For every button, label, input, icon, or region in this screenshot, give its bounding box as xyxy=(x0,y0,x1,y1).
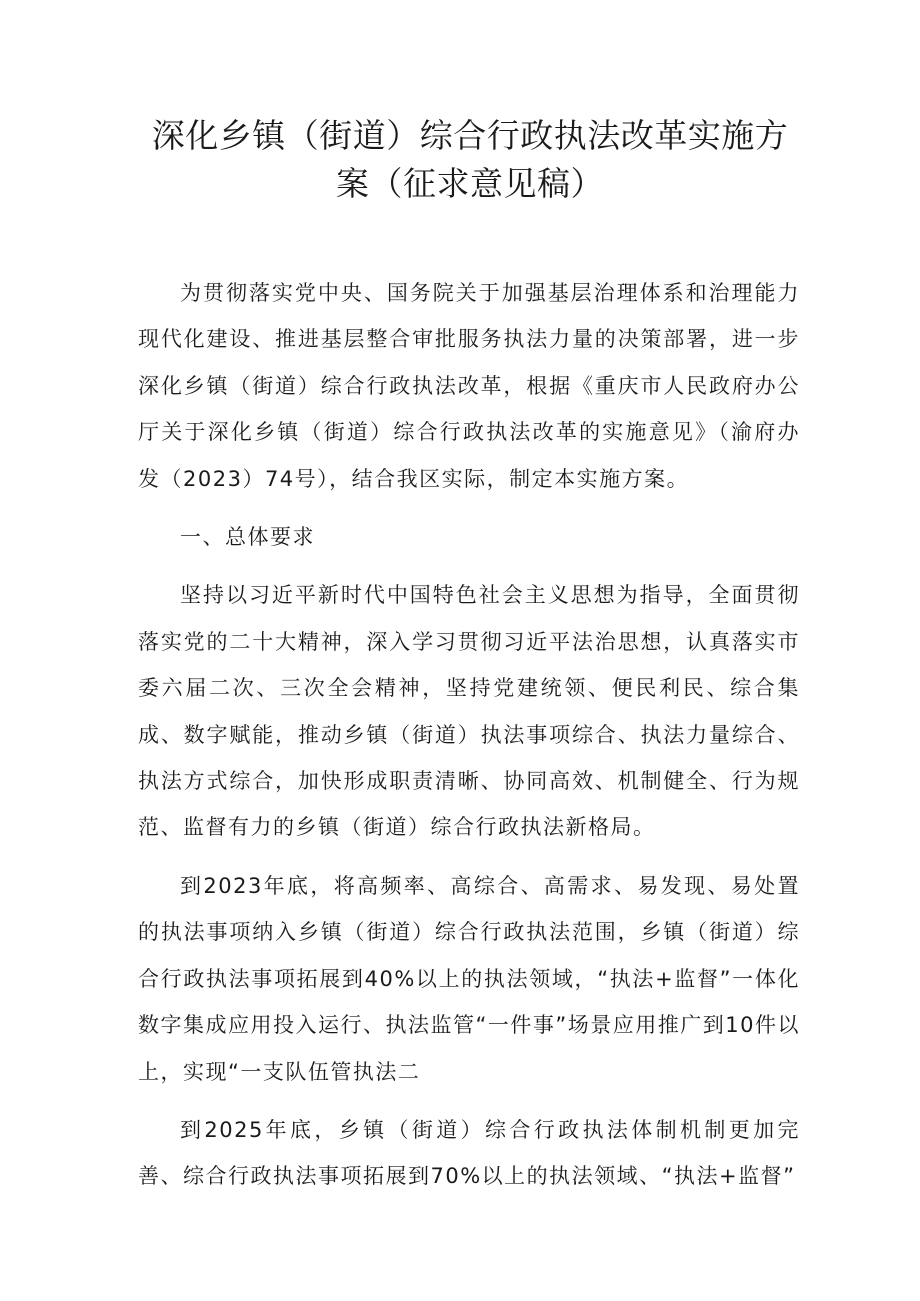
section-heading-general-requirements: 一、总体要求 xyxy=(180,525,315,550)
goal-2023-paragraph: 到2023年底，将高频率、高综合、高需求、易发现、易处置的执法事项纳入乡镇（街道）综合行政执法范围，乡镇（街道）综合行政执法事项拓展到40%以上的执法领域，“执法+监督”一体化数字集成应用投入运行、执法监管“一件事”场景应用推广到10件以上，实现“一支队伍管执法二 xyxy=(138,873,800,1084)
title-line-1: 深化乡镇（街道）综合行政执法改革实施方 xyxy=(151,116,789,155)
document-title xyxy=(120,112,820,208)
intro-paragraph: 为贯彻落实党中央、国务院关于加强基层治理体系和治理能力现代化建设、推进基层整合审批服务执法力量的决策部署，进一步深化乡镇（街道）综合行政执法改革，根据《重庆市人民政府办公厅关于深化乡镇（街道）综合行政执法改革的实施意见》（渝府办发（2023）74号），结合我区实际，制定本实施方案。 xyxy=(138,281,800,491)
guiding-principles-paragraph: 坚持以习近平新时代中国特色社会主义思想为指导，全面贯彻落实党的二十大精神，深入学习贯彻习近平法治思想，认真落实市委六届二次、三次全会精神，坚持党建统领、便民利民、综合集成、数字赋能，推动乡镇（街道）执法事项综合、执法力量综合、执法方式综合，加快形成职责清晰、协同高效、机制健全、行为规范、监督有力的乡镇（街道）综合行政执法新格局。 xyxy=(138,583,800,840)
document-body xyxy=(138,270,800,1212)
title-line-2: 案（征求意见稿） xyxy=(336,164,604,203)
goal-2025-paragraph: 到2025年底，乡镇（街道）综合行政执法体制机制更加完善、综合行政执法事项拓展到70%以上的执法领域、“执法+监督” xyxy=(138,1117,800,1189)
